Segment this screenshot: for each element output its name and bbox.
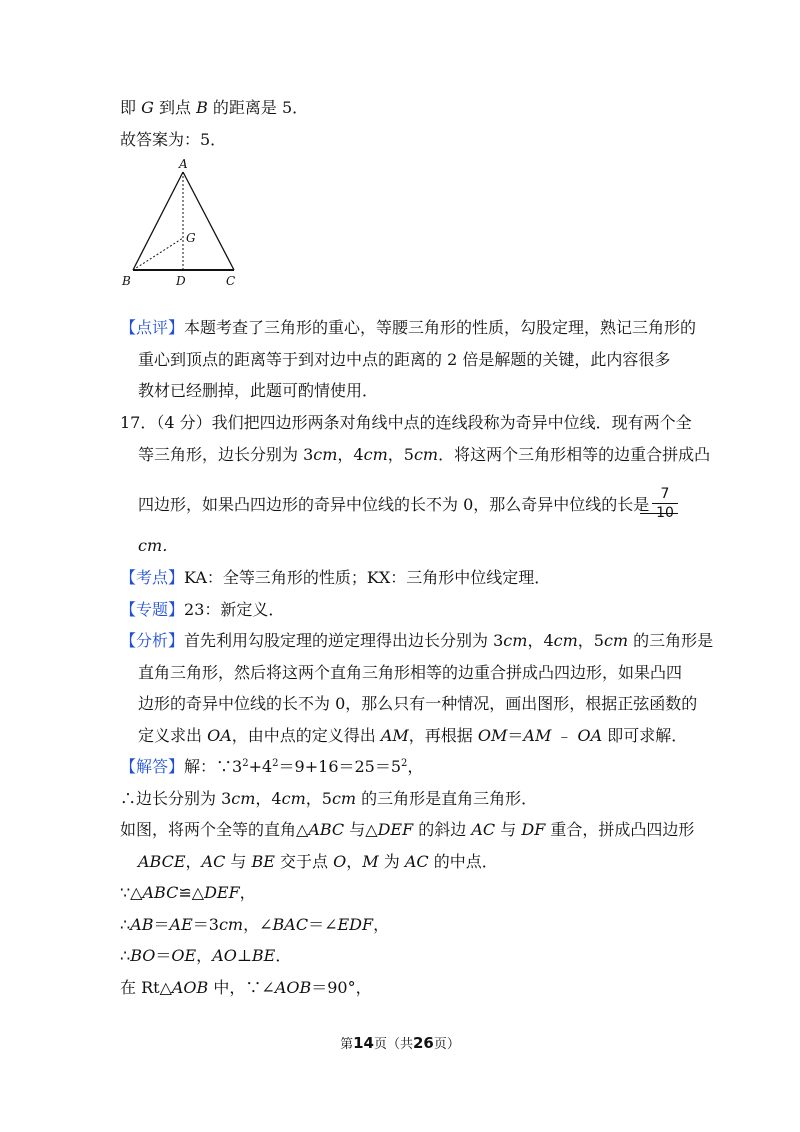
answer-line: 故答案为：5． <box>120 130 227 149</box>
kaodian-line: 【考点】KA：全等三角形的性质；KX：三角形中位线定理． <box>120 568 551 587</box>
question-line: cm． <box>138 536 179 555</box>
comment-tag: 【点评】 <box>120 318 185 337</box>
comment-line: 教材已经删掉，此题可酌情使用． <box>138 381 379 400</box>
fenxi-line: 直角三角形，然后将这两个直角三角形相等的边重合拼成凸四边形，如果凸四 <box>138 663 683 682</box>
question-line: 四边形，如果凸四边形的奇异中位线的长不为 0，那么奇异中位线的长是 <box>138 495 650 514</box>
label-D: D <box>176 274 186 288</box>
label-C: C <box>226 274 236 288</box>
page-number: 14 <box>353 1034 374 1052</box>
solution-line: ∴BO＝OE，AO⊥BE． <box>120 946 292 965</box>
page-total: 26 <box>413 1034 434 1052</box>
triangle-figure <box>118 158 248 290</box>
label-A: A <box>179 158 188 171</box>
fenxi-line: 定义求出 OA，由中点的定义得出 AM，再根据 OM＝AM ﹣ OA 即可求解． <box>138 726 688 745</box>
solution-line: 在 Rt△AOB 中，∵∠AOB＝90°， <box>120 978 372 997</box>
question-line: 等三角形，边长分别为 3cm，4cm，5cm．将这两个三角形相等的边重合拼成凸 <box>138 445 711 464</box>
label-B: B <box>122 274 131 288</box>
jieda-line: 【解答】解：$\because 3^2+4^2=9+16=25=5^2$， <box>120 757 424 776</box>
answer-fraction: 7 10 <box>652 486 678 521</box>
zhuanti-line: 【专题】23：新定义． <box>120 600 285 619</box>
solution-line: ABCE，AC 与 BE 交于点 O，M 为 AC 的中点． <box>138 852 498 871</box>
label-G: G <box>186 231 196 245</box>
page-footer: 第14页（共26页） <box>340 1034 460 1052</box>
fenxi-line: 边形的奇异中位线的长不为 0，那么只有一种情况，画出图形，根据正弦函数的 <box>138 694 698 713</box>
solution-line: ∵△ABC≌△DEF， <box>120 883 256 902</box>
solution-line: ∴AB＝AE＝3cm，∠BAC＝∠EDF， <box>120 915 390 934</box>
comment-line: 【点评】本题考查了三角形的重心，等腰三角形的性质，勾股定理，熟记三角形的 <box>120 318 697 337</box>
comment-line: 重心到顶点的距离等于到对边中点的距离的 2 倍是解题的关键，此内容很多 <box>138 350 671 369</box>
solution-line: ∴边长分别为 3cm，4cm，5cm 的三角形是直角三角形． <box>120 789 538 808</box>
text-line: 即 G 到点 B 的距离是 5． <box>120 98 309 117</box>
solution-line: 如图，将两个全等的直角△ABC 与△DEF 的斜边 AC 与 DF 重合，拼成凸四边形 <box>120 820 695 839</box>
fenxi-line: 【分析】首先利用勾股定理的逆定理得出边长分别为 3cm，4cm，5cm 的三角形是 <box>120 631 714 650</box>
question-line: 17．（4 分）我们把四边形两条对角线中点的连线段称为奇异中位线．现有两个全 <box>120 413 692 432</box>
